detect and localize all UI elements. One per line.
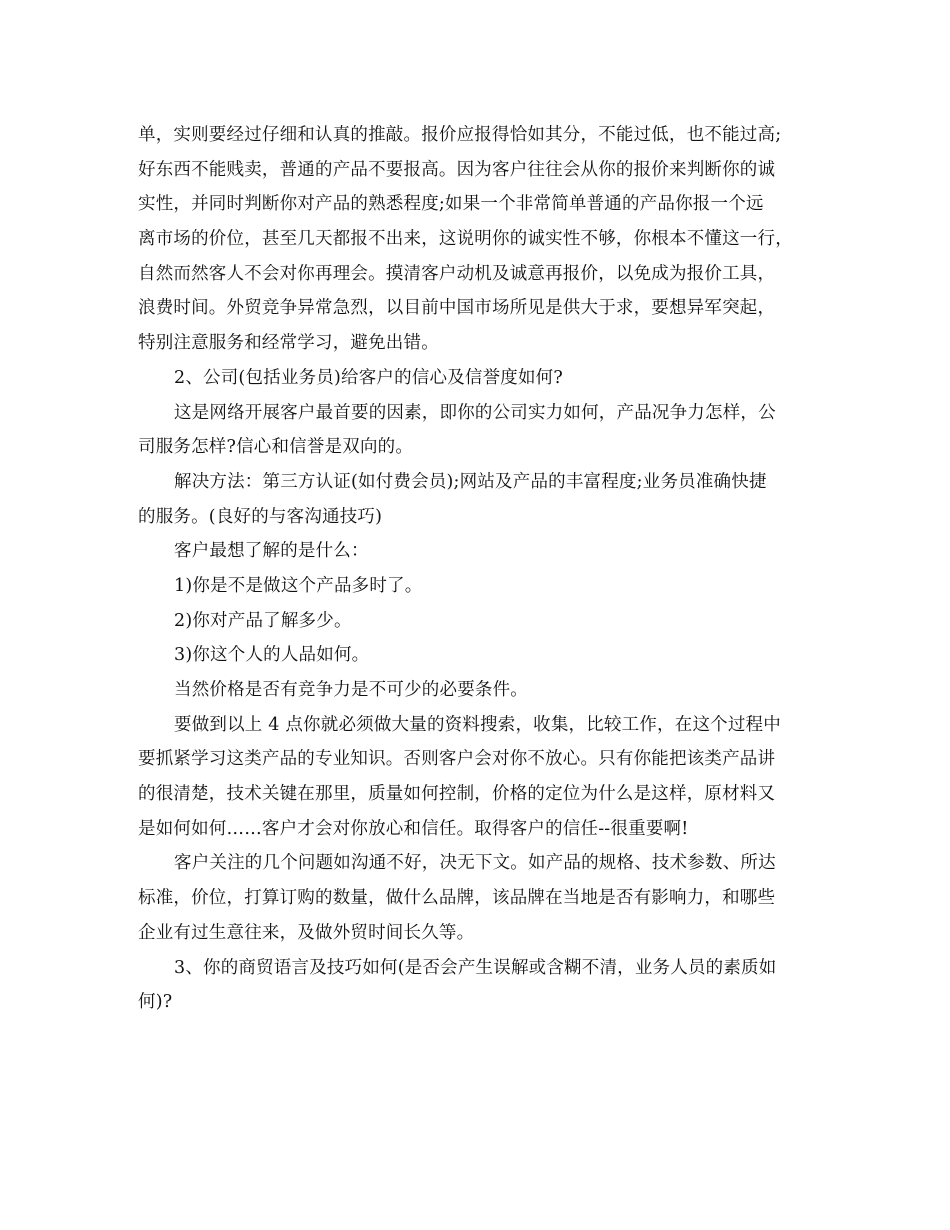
text-line: 解决方法：第三方认证(如付费会员);网站及产品的丰富程度;业务员准确快捷 xyxy=(174,471,767,492)
text-line: 标准，价位，打算订购的数量，做什么品牌，该品牌在当地是否有影响力，和哪些 xyxy=(138,888,776,909)
text-line: 浪费时间。外贸竞争异常急烈，以目前中国市场所见是供大于求，要想异军突起， xyxy=(138,298,776,319)
text-line: 要抓紧学习这类产品的专业知识。否则客户会对你不放心。只有你能把该类产品讲 xyxy=(138,749,776,770)
text-line: 自然而然客人不会对你再理会。摸清客户动机及诚意再报价，以免成为报价工具， xyxy=(138,263,776,284)
text-line: 这是网络开展客户最首要的因素，即你的公司实力如何，产品况争力怎样，公 xyxy=(174,402,776,423)
section-heading: 2、公司(包括业务员)给客户的信心及信誉度如何? xyxy=(174,367,563,388)
text-line: 司服务怎样?信心和信誉是双向的。 xyxy=(138,437,414,458)
text-line: 的很清楚，技术关键在那里，质量如何控制，价格的定位为什么是这样，原材料又 xyxy=(138,784,776,805)
text-line: 实性，并同时判断你对产品的熟悉程度;如果一个非常简单普通的产品你报一个远 xyxy=(138,194,764,215)
text-line: 客户关注的几个问题如沟通不好，决无下文。如产品的规格、技术参数、所达 xyxy=(174,853,776,874)
document-body xyxy=(138,118,818,1020)
list-item: 3)你这个人的人品如何。 xyxy=(174,645,370,666)
text-line: 要做到以上 4 点你就必须做大量的资料搜索，收集，比较工作，在这个过程中 xyxy=(174,714,781,735)
text-line: 单，实则要经过仔细和认真的推敲。报价应报得恰如其分，不能过低，也不能过高; xyxy=(138,125,782,145)
text-line: 当然价格是否有竞争力是不可少的必要条件。 xyxy=(174,680,528,700)
text-line: 是如何如何……客户才会对你放心和信任。取得客户的信任--很重要啊! xyxy=(138,818,689,839)
text-line: 何)? xyxy=(138,992,173,1013)
text-line: 的服务。(良好的与客沟通技巧) xyxy=(138,506,383,527)
text-line: 离市场的价位，甚至几天都报不出来，这说明你的诚实性不够，你根本不懂这一行， xyxy=(138,229,793,250)
list-item: 2)你对产品了解多少。 xyxy=(174,610,352,631)
text-line: 好东西不能贱卖，普通的产品不要报高。因为客户往往会从你的报价来判断你的诚 xyxy=(138,159,776,180)
list-item: 1)你是不是做这个产品多时了。 xyxy=(174,575,423,596)
text-line: 特别注意服务和经常学习，避免出错。 xyxy=(138,333,439,354)
section-heading: 3、你的商贸语言及技巧如何(是否会产生误解或含糊不清，业务人员的素质如 xyxy=(174,957,777,978)
text-line: 企业有过生意往来，及做外贸时间长久等。 xyxy=(138,922,475,943)
text-line: 客户最想了解的是什么： xyxy=(174,541,369,562)
